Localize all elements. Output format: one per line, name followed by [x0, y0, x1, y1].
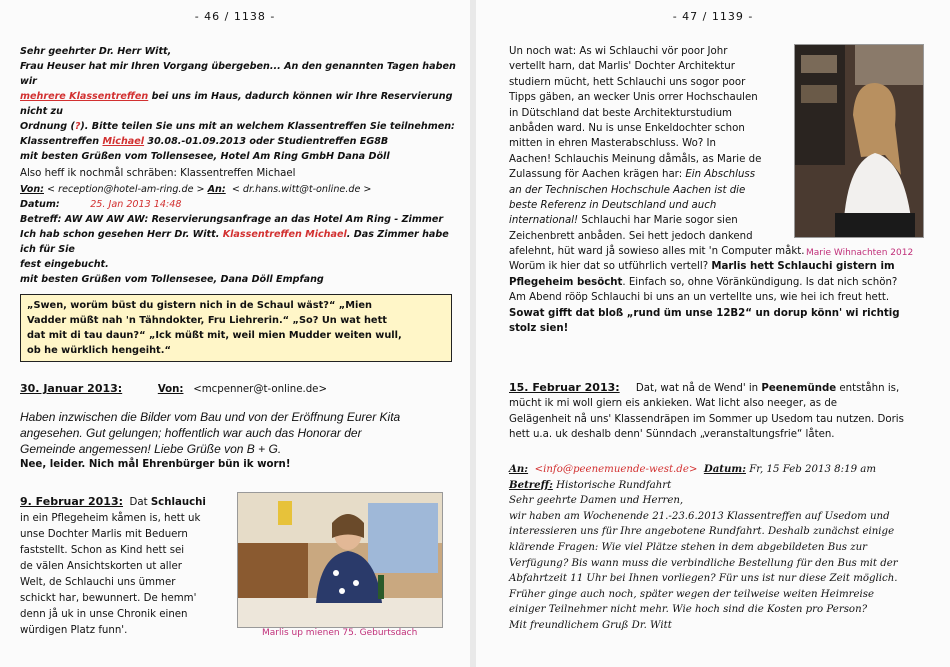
photo-caption: Marlis up mienen 75. Geburtsdach	[262, 628, 418, 638]
right-page	[476, 0, 950, 667]
letter-line: mit besten Grüßen vom Tollensesee, Hotel Am Ring GmbH Dana Döll	[20, 151, 390, 162]
right-para1: Un noch wat: As wi Schlauchi vör poor Johr vertellt harn, dat Marlis' Dochter Architektur studiern mücht, hett Schlauchi uns sogor poor Tipps gäben, an wecker Unis orrer Hochschaulen in Dütschland dat beste Architekturstudium anbåden ward. Nu is unse Enkeldochter schon mitten in ehren Masterabschluss. Wo? In Aachen! Schlauchis Meinung dåmåls, as Marie de Zulassung för Aachen krägen har: Ein Abschluss an der Technischen Hochschule Aachen ist die beste Referenz in Deutschland und auch international! Schlauchi har Marie sogor sien Zeichenbrett anbåden. Sei hett jedoch dankend	[509, 46, 762, 242]
datum-label: Datum:	[703, 463, 746, 475]
an-value: <info@peenemuende-west.de>	[534, 464, 698, 475]
photo-caption: Marie Wihnachten 2012	[806, 248, 914, 258]
marlis-photo	[237, 492, 443, 628]
von-label: Von:	[157, 384, 184, 395]
letter-line: Frau Heuser hat mir Ihren Vorgang übergeben... An den genannten Tagen haben wir	[20, 61, 456, 87]
hotel-letter	[20, 44, 460, 164]
datum-value: Fr, 15 Feb 2013 8:19 am	[749, 464, 877, 475]
an-value: < dr.hans.witt@t-online.de >	[231, 184, 372, 195]
photo-image	[238, 493, 442, 627]
jan30-entry	[20, 381, 460, 473]
von-label: Von:	[20, 184, 44, 195]
betreff-label: Betreff:	[509, 478, 553, 491]
letter-line: Sehr geehrter Dr. Herr Witt,	[20, 46, 172, 57]
peenemuende-email: An: <info@peenemuende-west.de> Datum: Fr, 15 Feb 2013 8:19 am Betreff: Historische Rundfahrt Sehr geehrte Damen und Herren, wir haben am Wochenende 21.-23.6.2013 Klassentreffen auf Usedom und interessieren uns für Ihre angebotene Rundfahrt. Deshalb zunächst einige klärende Fragen: Wie viel Plätze stehen in dem abgebildeten Bus zur Verfügung? Bis wann muss die verbindliche Bestellung für den Bus mit der Abfahrtzeit 11 Uhr bei Ihnen vorliegen? Für uns ist nur diese Zeit möglich. Früher ginge auch noch, später wegen der teilweise weiten Heimreise einiger Teilnehmer nicht mehr. Wie hoch sind die Kosten pro Person? Mit freundlichem Gruß Dr. Witt	[509, 463, 898, 631]
jan30-body: Haben inzwischen die Bilder vom Bau und von der Eröffnung Eurer Kita angesehen. Gut gelungen; hoffentlich war auch das Honorar der Gemeinde angemessen! Liebe Grüße von B + G.	[20, 410, 401, 457]
letter-line: Ordnung (?). Bitte teilen Sie uns mit an welchem Klassentreffen Sie teilnehmen:	[20, 121, 455, 132]
betreff-value: Historische Rundfahrt	[556, 479, 672, 491]
datum-value: 25. Jan 2013 14:48	[90, 199, 182, 210]
datum-label: Datum:	[20, 199, 60, 210]
an-label: An:	[207, 184, 226, 195]
page-number: - 46 / 1138 -	[194, 10, 276, 23]
entry-date: 15. Februar 2013:	[509, 381, 620, 394]
marie-photo	[794, 44, 924, 238]
von-value: < reception@hotel-am-ring.de >	[47, 184, 205, 195]
left-page	[0, 0, 470, 667]
right-para2: afelehnt, hüt ward jå sowieso alles mit 'n Computer måkt. Worüm ik hier dat so utführlich vertell? Marlis hett Schlauchi gistern im Pflegeheim besöcht. Einfach so, ohne Vöränkündigung. Is dat nich schön? Am Abend rööp Schlauchi bi uns an un vertellte uns, wie hei ich freut hett. Sowat gifft dat bloß „rund üm unse 12B2“ un dorup könn' wi richtig stolz sien!	[509, 246, 900, 335]
von-value: <mcpenner@t-online.de>	[193, 384, 327, 395]
letter-line: mehrere Klassentreffen bei uns im Haus, dadurch können wir Ihre Reservierung nicht zu	[20, 91, 453, 117]
feb9-entry: 9. Februar 2013: Dat Schlauchi in ein Pflegeheim kåmen is, hett uk unse Dochter Marlis mit Beduern faststellt. Schon as Kind hett sei de välen Ansichtskorten ut aller Welt, de Schlauchi uns ümmer schickt har, bewunnert. De hemm' denn jå uk in unse Chronik einen würdigen Platz funn'.	[20, 495, 206, 636]
betreff-value: AW AW AW AW: Reservierungsanfrage an das Hotel Am Ring - Zimmer	[64, 214, 444, 225]
betreff-label: Betreff:	[20, 214, 62, 225]
feb15-entry: 15. Februar 2013: Dat, wat nå de Wend' in Peenemünde entståhn is, mücht ik mi woll giern eis ankieken. Wat licht also neeger, as de Gelägenheit nå uns' Klassendräpen im Sommer up Usedom tau nutzen. Doris hett u.a. uk deshalb denn' Sünndach „veranstaltungsfrie“ låten.	[509, 381, 904, 441]
entry-date: 30. Januar 2013:	[20, 382, 123, 395]
letter-line: Klassentreffen Michael 30.08.-01.09.2013 oder Studientreffen EG8B	[20, 136, 389, 147]
an-label: An:	[509, 463, 529, 475]
also-line: Also heff ik nochmål schräben: Klassentreffen Michael	[20, 168, 296, 179]
entry-date: 9. Februar 2013:	[20, 495, 124, 508]
photo-image	[795, 45, 923, 237]
joke-box: „Swen, worüm büst du gistern nich in de Schaul wäst?“ „Mien Vadder müßt nah 'n Tähndokter, Fru Liehrerin.“ „So? Un wat hett dat mit di tau daun?“ „Ick müßt mit, weil mien Mudder weiten wull, ob he würklich hengeiht.“	[20, 294, 452, 362]
email-meta: Von: < reception@hotel-am-ring.de > An: < dr.hans.witt@t-online.de > Datum: 25. Jan 2013 14:48 Betreff: AW AW AW AW: Reservierungsanfrage an das Hotel Am Ring - Zimmer Ich hab schon gesehen Herr Dr. Witt. Klassentreffen Michael. Das Zimmer habe ich für Sie fest eingebucht. mit besten Grüßen vom Tollensesee, Dana Döll Empfang	[20, 184, 449, 285]
page-number: - 47 / 1139 -	[672, 10, 754, 23]
jan30-reply: Nee, leider. Nich mål Ehrenbürger bün ik worn!	[20, 459, 291, 471]
